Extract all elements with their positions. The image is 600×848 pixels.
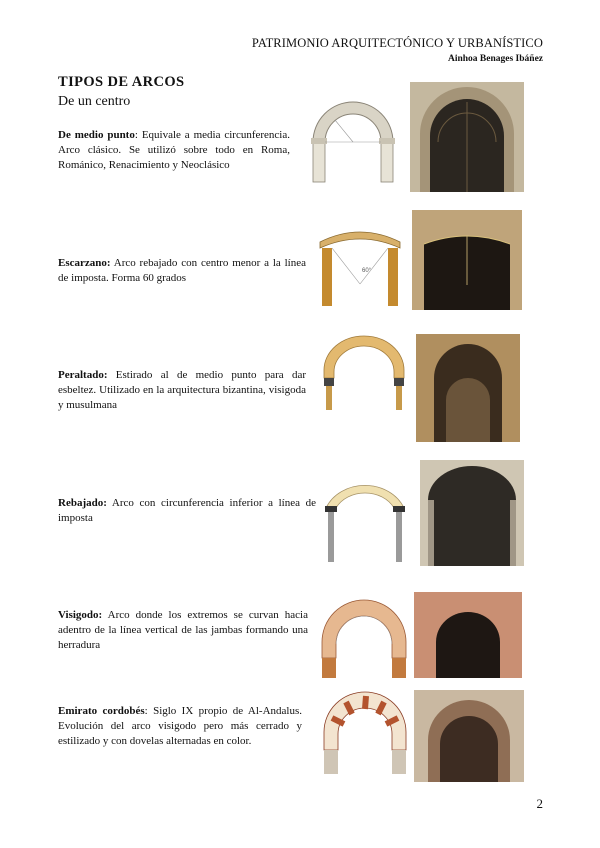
entry-text: Arco donde los extremos se curvan hacia adentro de la línea vertical de las jambas formando una herradura — [58, 609, 308, 652]
entry-rebajado — [58, 496, 316, 526]
entry-term: Visigodo: — [58, 609, 103, 621]
entry-term: Peraltado: — [58, 369, 108, 381]
entry-text: Estirado al de medio punto para dar esbeltez. Utilizado en la arquitectura bizantina, visigoda y musulmana — [58, 369, 306, 412]
angle-label: 60° — [362, 268, 372, 274]
section-subtitle: De un centro — [58, 94, 131, 109]
medio-punto-photo — [410, 82, 524, 192]
emirato-diagram — [320, 690, 410, 780]
entry-emirato-cordobes — [58, 704, 302, 750]
entry-text: Siglo IX propio de Al-Andalus. Evolución del arco visigodo pero más cerrado y estilizado y con dovelas alternadas en color. — [58, 705, 302, 748]
entry-text: Equivale a media circunferencia. Arco clásico. Se utilizó sobre todo en Roma, Románico, Renacimiento y Neoclásico — [58, 129, 290, 172]
entry-visigodo — [58, 608, 308, 654]
entry-term: Rebajado: — [58, 497, 107, 509]
entry-text: Arco rebajado con centro menor a la línea de imposta. Forma 60 grados — [58, 257, 306, 285]
medio-punto-diagram — [305, 92, 401, 188]
entry-escarzano — [58, 256, 306, 286]
page-number: 2 — [536, 796, 543, 811]
entry-term: Emirato cordobés — [58, 705, 145, 717]
entry-sep: : — [144, 705, 148, 717]
emirato-photo — [414, 690, 524, 782]
escarzano-photo — [412, 210, 522, 310]
section-title: TIPOS DE ARCOS — [58, 74, 185, 90]
header-title: PATRIMONIO ARQUITECTÓNICO Y URBANÍSTICO — [251, 36, 543, 50]
peraltado-photo — [416, 334, 520, 442]
entry-sep: : — [134, 129, 138, 141]
peraltado-diagram — [320, 334, 408, 412]
visigodo-photo — [414, 592, 522, 678]
rebajado-diagram — [316, 468, 414, 566]
entry-term: Escarzano: — [58, 257, 111, 269]
entry-peraltado — [58, 368, 306, 414]
entry-medio-punto — [58, 128, 290, 174]
header-author: Ainhoa Benages Ibáñez — [447, 54, 543, 64]
escarzano-diagram — [316, 222, 404, 308]
rebajado-photo — [420, 460, 524, 566]
entry-text: Arco con circunferencia inferior a línea de imposta — [58, 497, 316, 525]
entry-term: De medio punto — [58, 129, 135, 141]
visigodo-diagram — [318, 598, 410, 680]
